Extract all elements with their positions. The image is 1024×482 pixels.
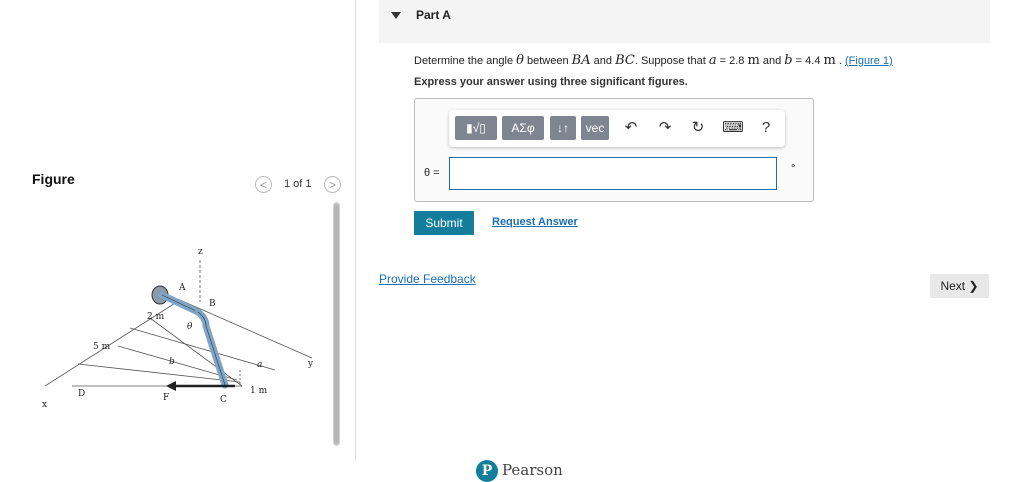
- point-c-label: C: [220, 395, 227, 405]
- answer-unit-label: °: [791, 163, 796, 175]
- submit-button[interactable]: Submit: [414, 211, 474, 235]
- dimension-1m-label: 1 m: [250, 386, 268, 396]
- dimension-a-label: a: [257, 360, 263, 370]
- undo-icon[interactable]: ↶: [624, 119, 638, 136]
- vector-button[interactable]: vec: [581, 116, 609, 140]
- figure-link[interactable]: (Figure 1): [845, 55, 893, 67]
- point-f-label: F: [163, 393, 170, 403]
- question-text: Determine the angle θ between BA and BC. Suppose that a = 2.8 m and b = 4.4 m . (Figure 1): [414, 53, 893, 68]
- figure-pager-count: 1 of 1: [284, 178, 312, 190]
- templates-button[interactable]: ▮√▯: [455, 116, 497, 140]
- greek-symbols-button[interactable]: ΑΣφ: [502, 116, 544, 140]
- point-a-label: A: [179, 283, 186, 293]
- dimension-2m-label: 2 m: [147, 312, 165, 322]
- panel-divider: [355, 0, 356, 460]
- figure-scrollbar-thumb[interactable]: [334, 204, 339, 444]
- reset-icon[interactable]: ↻: [691, 119, 705, 136]
- pearson-logo: P: [476, 460, 498, 482]
- subscript-superscript-button[interactable]: ↓↑: [550, 116, 576, 140]
- next-figure-button[interactable]: >: [324, 176, 341, 193]
- axis-x-label: x: [42, 400, 48, 410]
- answer-variable-label: θ =: [424, 167, 440, 179]
- part-a-header[interactable]: [379, 0, 990, 43]
- request-answer-link[interactable]: Request Answer: [492, 216, 578, 228]
- collapse-caret-icon[interactable]: [391, 12, 401, 19]
- point-d-label: D: [78, 389, 86, 399]
- provide-feedback-link[interactable]: Provide Feedback: [379, 272, 476, 286]
- next-button[interactable]: Next ❯: [930, 274, 989, 298]
- redo-icon[interactable]: ↷: [658, 119, 672, 136]
- answer-input[interactable]: [449, 157, 777, 190]
- dimension-b-label: b: [169, 357, 175, 367]
- dimension-5m-label: 5 m: [93, 342, 111, 352]
- axis-z-label: z: [198, 247, 203, 257]
- keyboard-icon[interactable]: ⌨: [722, 119, 744, 136]
- help-icon[interactable]: ?: [761, 119, 771, 136]
- previous-figure-button[interactable]: <: [255, 176, 272, 193]
- part-title: Part A: [416, 8, 451, 22]
- figure-diagram: [30, 240, 330, 420]
- pearson-brand-text: Pearson: [502, 461, 563, 479]
- instruction-text: Express your answer using three significant figures.: [414, 76, 688, 88]
- figure-title: Figure: [32, 171, 75, 187]
- axis-y-label: y: [308, 359, 314, 369]
- point-b-label: B: [209, 299, 216, 309]
- angle-theta-label: θ: [187, 322, 193, 332]
